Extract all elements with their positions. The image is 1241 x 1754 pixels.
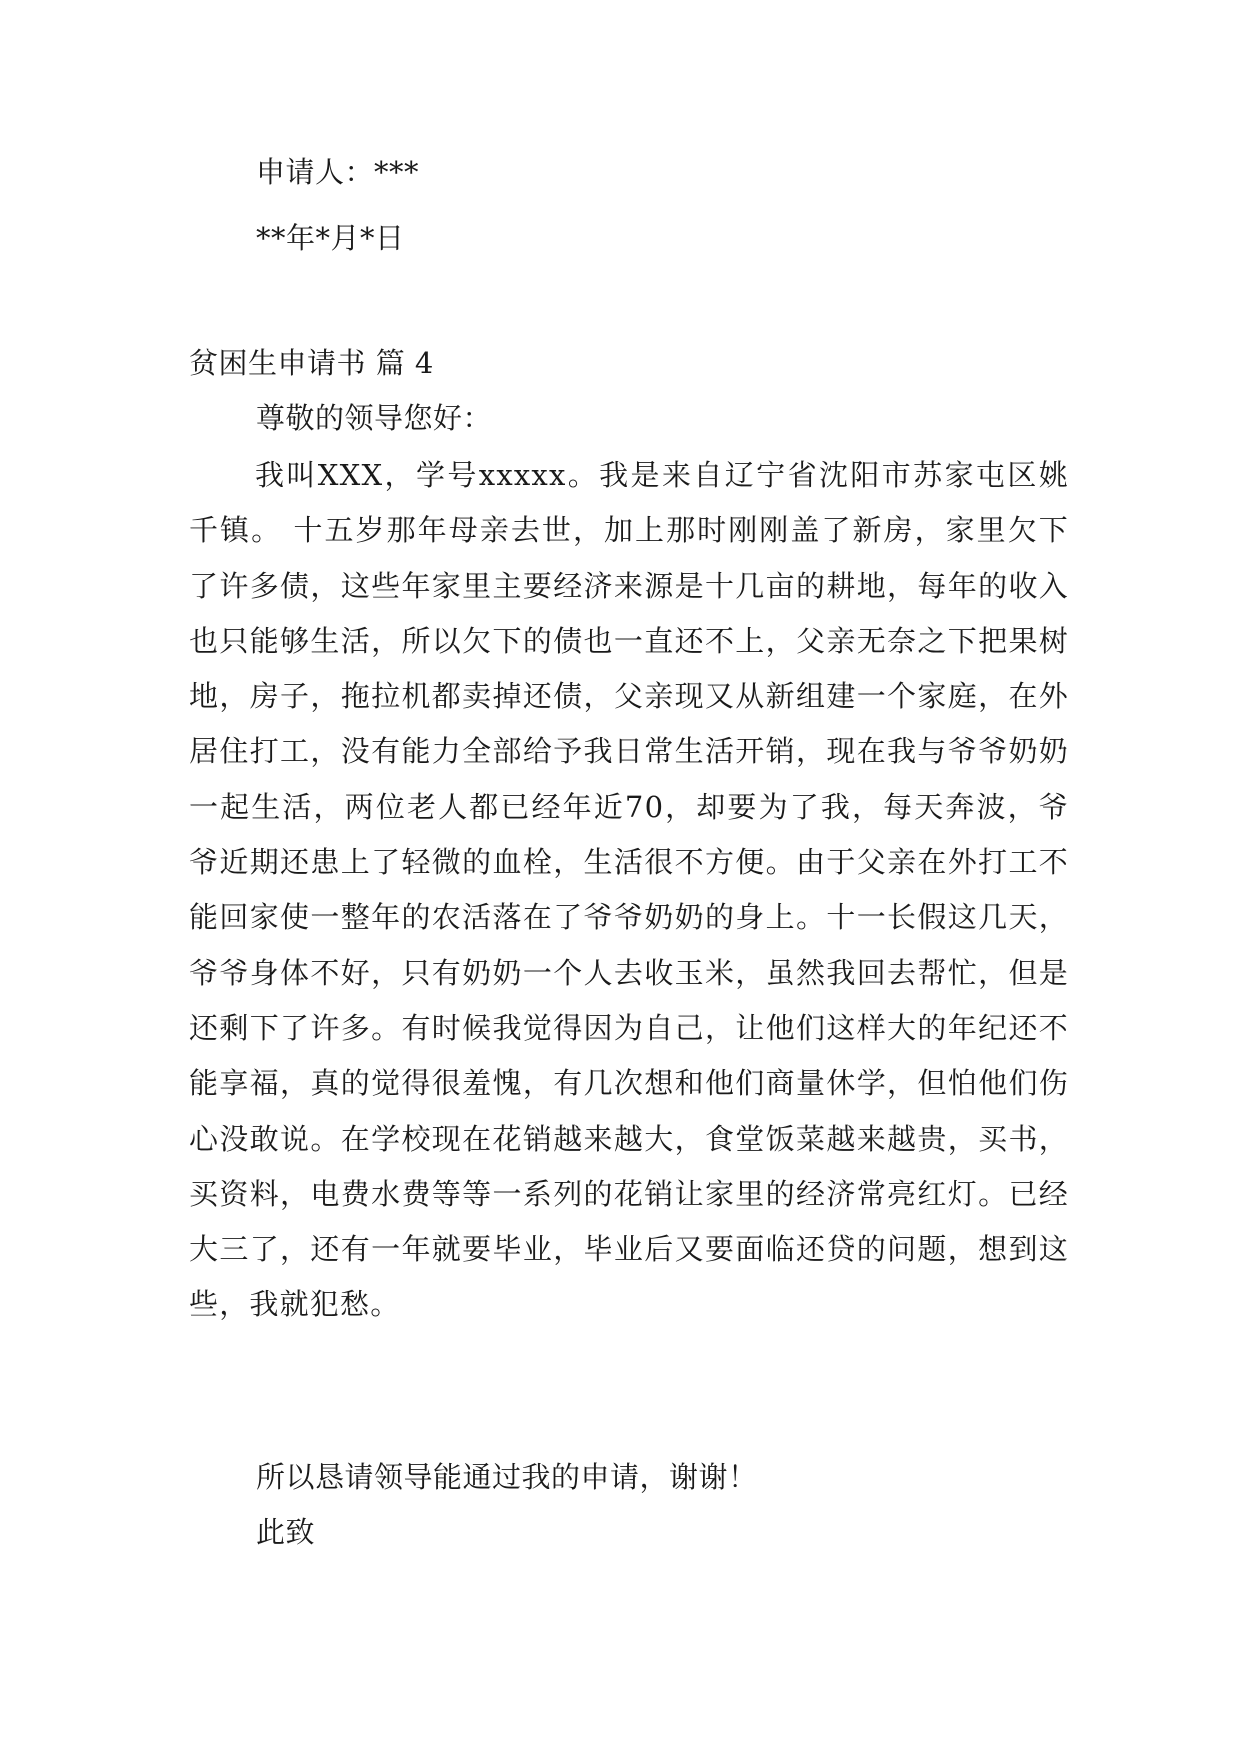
section-heading: 贫困生申请书 篇 4 — [189, 346, 434, 380]
salutation: 尊敬的领导您好： — [256, 401, 493, 435]
request-paragraph: 所以恳请领导能通过我的申请，谢谢！ — [256, 1460, 758, 1494]
applicant-line: 申请人：*** — [256, 155, 420, 189]
date-line: **年*月*日 — [256, 221, 405, 255]
closing-line: 此致 — [256, 1515, 316, 1549]
body-paragraph: 我叫XXX，学号xxxxx。我是来自辽宁省沈阳市苏家屯区姚千镇。 十五岁那年母亲去世，加上那时刚刚盖了新房，家里欠下了许多债，这些年家里主要经济来源是十几亩的耕地，每年的收入也只能够生活，所以欠下的债也一直还不上，父亲无奈之下把果树地，房子，拖拉机都卖掉还债，父亲现又从新组建一个家庭，在外居住打工，没有能力全部给予我日常生活开销，现在我与爷爷奶奶一起生活，两位老人都已经年近70，却要为了我，每天奔波，爷爷近期还患上了轻微的血栓，生活很不方便。由于父亲在外打工不能回家使一整年的农活落在了爷爷奶奶的身上。十一长假这几天，爷爷身体不好，只有奶奶一个人去收玉米，虽然我回去帮忙，但是还剩下了许多。有时候我觉得因为自己，让他们这样大的年纪还不能享福，真的觉得很羞愧，有几次想和他们商量休学，但怕他们伤心没敢说。在学校现在花销越来越大，食堂饭菜越来越贵，买书，买资料，电费水费等等一系列的花销让家里的经济常亮红灯。已经大三了，还有一年就要毕业，毕业后又要面临还贷的问题，想到这些，我就犯愁。 — [189, 458, 1069, 1322]
